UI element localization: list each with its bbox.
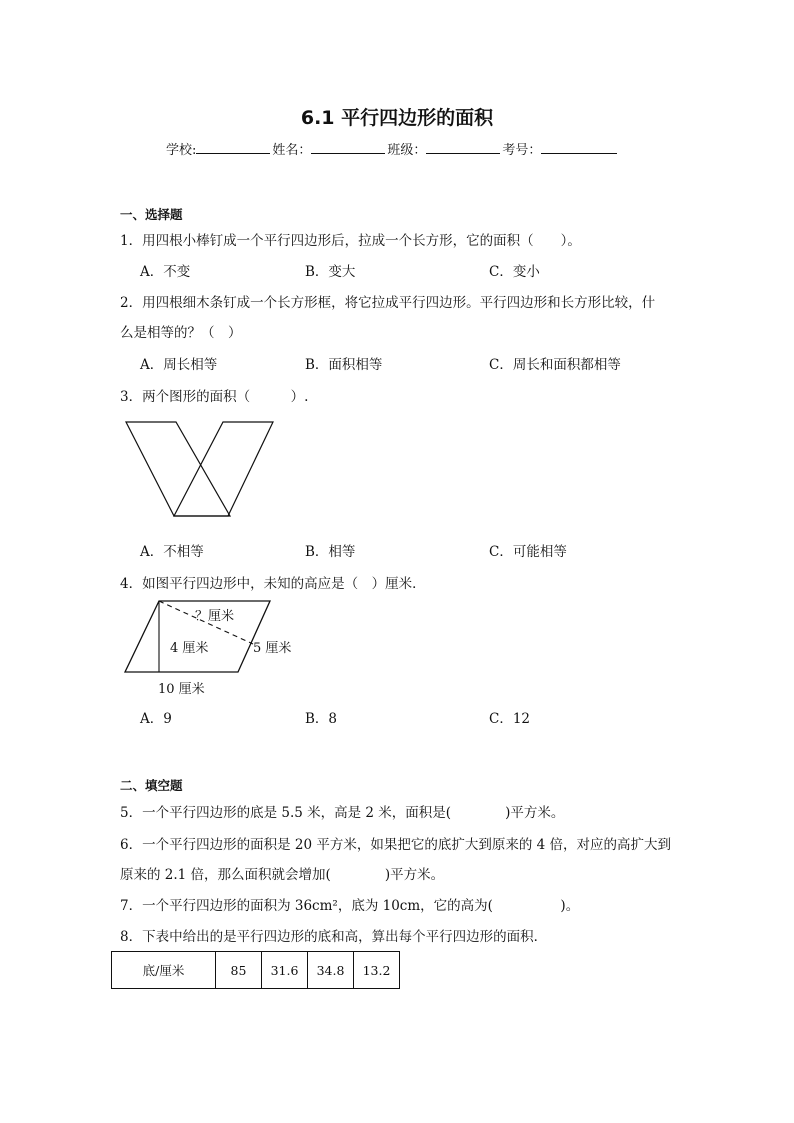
question-3: 3．两个图形的面积（ ）. (120, 389, 309, 405)
question-7: 7．一个平行四边形的面积为 36cm²，底为 10cm，它的高为( )。 (120, 898, 580, 914)
table-cell: 31.6 (262, 952, 308, 989)
page-title: 6.1 平行四边形的面积 (300, 107, 494, 129)
section-heading-fill-blank: 二、填空题 (120, 778, 183, 793)
class-blank[interactable] (426, 139, 500, 154)
q1-option-b[interactable]: B．变大 (305, 264, 356, 280)
side-5cm-label: 5 厘米 (253, 641, 292, 656)
question-2-line-2: 么是相等的？（ ） (120, 325, 242, 341)
q4-option-c[interactable]: C．12 (489, 711, 531, 727)
q3-option-b[interactable]: B．相等 (305, 544, 356, 560)
unknown-height-label: ？厘米 (195, 609, 235, 624)
class-label: 班级： (387, 143, 427, 158)
question-4: 4．如图平行四边形中，未知的高应是（ ）厘米． (120, 576, 426, 592)
student-info-line (166, 139, 617, 158)
exam-number-blank[interactable] (541, 139, 617, 154)
q3-option-c[interactable]: C．可能相等 (489, 544, 567, 560)
school-label: 学校: (166, 143, 197, 158)
table-cell: 85 (216, 952, 262, 989)
right-parallelogram (174, 422, 273, 516)
q1-option-a[interactable]: A．不变 (140, 264, 191, 280)
q4-option-b[interactable]: B．8 (305, 711, 338, 727)
table-header-cell: 底/厘米 (112, 952, 216, 989)
q2-option-a[interactable]: A．周长相等 (140, 357, 218, 373)
exam-label: 考号： (502, 143, 542, 158)
name-blank[interactable] (311, 139, 385, 154)
question-2-line-1: 2．用四根细木条钉成一个长方形框，将它拉成平行四边形。平行四边形和长方形比较，什 (120, 295, 656, 311)
question-6-line-2: 原来的 2.1 倍，那么面积就会增加( )平方米。 (120, 867, 445, 883)
table-row (112, 952, 400, 989)
table-cell: 34.8 (308, 952, 354, 989)
q2-option-b[interactable]: B．面积相等 (305, 357, 383, 373)
height-4cm-label: 4 厘米 (170, 641, 209, 656)
name-label: 姓名： (272, 143, 312, 158)
question-6-line-1: 6．一个平行四边形的面积是 20 平方米，如果把它的底扩大到原来的 4 倍，对应的高扩大到 (120, 837, 672, 853)
q4-option-a[interactable]: A．9 (140, 711, 172, 727)
base-height-table (111, 951, 400, 989)
left-parallelogram (126, 422, 230, 516)
two-parallelograms-figure (120, 418, 280, 522)
section-heading-choice: 一、选择题 (120, 207, 183, 222)
base-10cm-label: 10 厘米 (158, 682, 205, 697)
q1-option-c[interactable]: C．变小 (489, 264, 540, 280)
question-1: 1．用四根小棒钉成一个平行四边形后，拉成一个长方形，它的面积（ ）。 (120, 233, 581, 249)
question-8: 8．下表中给出的是平行四边形的底和高，算出每个平行四边形的面积． (120, 929, 548, 945)
q2-option-c[interactable]: C．周长和面积都相等 (489, 357, 621, 373)
school-blank[interactable] (196, 139, 270, 154)
question-5: 5．一个平行四边形的底是 5.5 米，高是 2 米，面积是( )平方米。 (120, 805, 565, 821)
table-cell: 13.2 (354, 952, 400, 989)
q3-option-a[interactable]: A．不相等 (140, 544, 204, 560)
parallelogram-height-figure (120, 596, 310, 706)
